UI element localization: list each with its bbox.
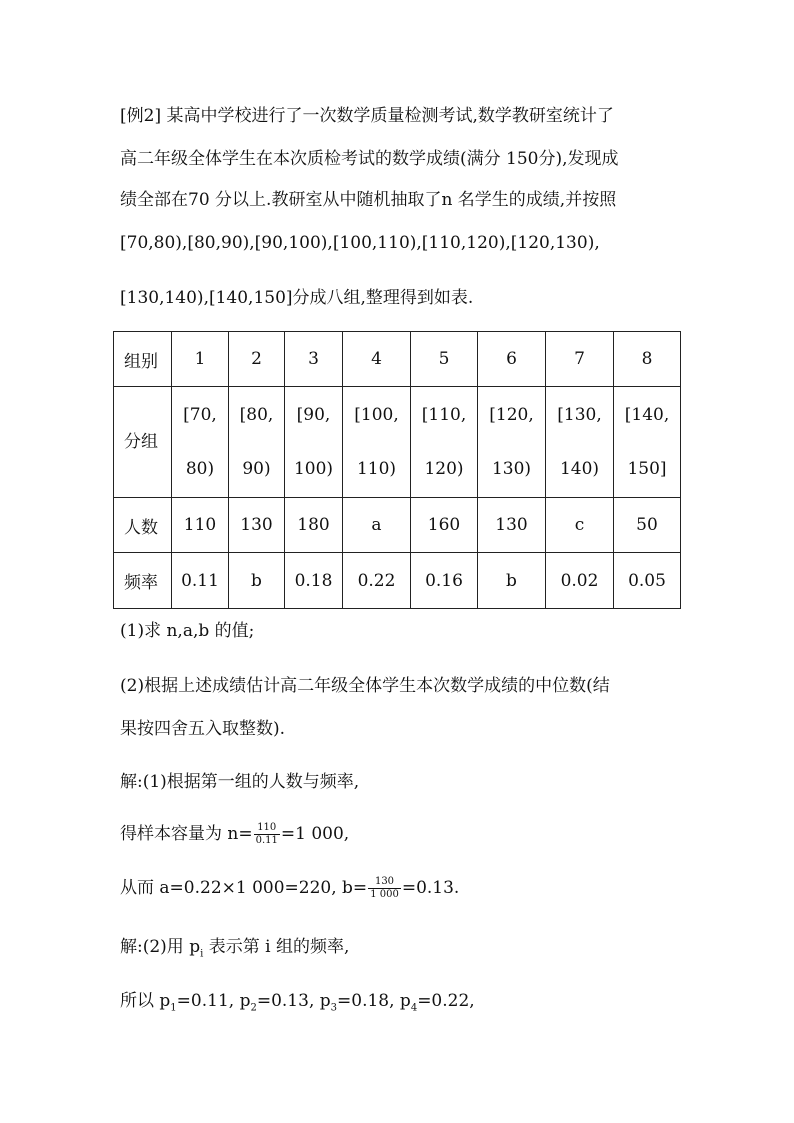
fraction (254, 822, 280, 847)
fraction (368, 876, 401, 901)
range-end: 110) (356, 459, 397, 479)
table-cell: 50 (614, 498, 681, 553)
subscript: i (200, 948, 204, 960)
question-2-line-2: 果按四舍五入取整数). (120, 719, 286, 739)
table-cell: 0.22 (343, 553, 411, 609)
range-end: 100) (293, 459, 334, 479)
problem-line-5: [130,140),[140,150]分成八组,整理得到如表. (120, 288, 474, 308)
table-cell: 4 (343, 332, 411, 387)
solution-text: =0.18, p (337, 991, 411, 1011)
solution-line-3 (120, 876, 459, 901)
solution-text: 从而 a=0.22×1 000=220, b= (120, 878, 368, 898)
range-start: [130, (557, 405, 602, 425)
table-cell: 180 (285, 498, 343, 553)
data-table (113, 331, 681, 609)
table-cell: 110 (172, 498, 229, 553)
table-cell: 频率 (114, 553, 172, 609)
fraction-numerator: 130 (374, 876, 395, 887)
question-1: (1)求 n,a,b 的值; (120, 621, 255, 641)
range-start: [120, (489, 405, 534, 425)
solution-text: 所以 p (120, 991, 171, 1011)
range-start: [70, (183, 405, 217, 425)
solution-text: =0.11, p (176, 991, 251, 1011)
table-row-count (114, 498, 681, 553)
range-start: [90, (296, 405, 331, 425)
table-cell: 5 (411, 332, 478, 387)
subscript: 2 (250, 1002, 257, 1014)
table-cell: 160 (411, 498, 478, 553)
subscript: 4 (410, 1002, 418, 1014)
problem-line-4: [70,80),[80,90),[90,100),[100,110),[110,120),[120,130), (120, 233, 600, 253)
table-cell (546, 387, 614, 498)
table-cell: 8 (614, 332, 681, 387)
range-end: 90) (242, 459, 271, 479)
solution-line-4 (120, 936, 349, 965)
table-cell (343, 387, 411, 498)
table-cell: 分组 (114, 387, 172, 498)
solution-text: 解:(2)用 p (120, 937, 201, 957)
range-end: 150] (627, 459, 667, 479)
table-row-group (114, 332, 681, 387)
table-cell: 组别 (114, 332, 172, 387)
table-cell: 0.18 (285, 553, 343, 609)
solution-line-5 (120, 990, 475, 1019)
range-start: [110, (421, 405, 467, 425)
table-cell (478, 387, 546, 498)
table-cell: 3 (285, 332, 343, 387)
table-cell: 130 (229, 498, 285, 553)
range-start: [140, (624, 405, 670, 425)
fraction-numerator: 110 (257, 822, 277, 833)
solution-text: =0.22, (417, 991, 475, 1011)
table-cell: 人数 (114, 498, 172, 553)
table-cell: 2 (229, 332, 285, 387)
fraction-denominator: 1 000 (370, 889, 399, 900)
range-start: [100, (354, 405, 399, 425)
range-end: 130) (491, 459, 532, 479)
solution-text: =0.13, p (256, 991, 331, 1011)
table-cell: 6 (478, 332, 546, 387)
solution-text: 得样本容量为 n= (120, 824, 253, 844)
table-cell (411, 387, 478, 498)
table-row-frequency (114, 553, 681, 609)
question-2-line-1: (2)根据上述成绩估计高二年级全体学生本次数学成绩的中位数(结 (120, 676, 610, 696)
problem-line-1: [例2] 某高中学校进行了一次数学质量检测考试,数学教研室统计了 (120, 106, 614, 126)
table-cell: 0.16 (411, 553, 478, 609)
solution-line-1: 解:(1)根据第一组的人数与频率, (120, 772, 360, 792)
problem-line-2: 高二年级全体学生在本次质检考试的数学成绩(满分 150分),发现成 (120, 149, 619, 169)
table-cell (614, 387, 681, 498)
table-row-range (114, 387, 681, 498)
range-end: 120) (424, 459, 464, 479)
solution-line-2 (120, 822, 349, 847)
table-cell: 7 (546, 332, 614, 387)
table-cell (172, 387, 229, 498)
table-cell: c (546, 498, 614, 553)
table-cell: 0.05 (614, 553, 681, 609)
problem-line-3: 绩全部在70 分以上.教研室从中随机抽取了n 名学生的成绩,并按照 (120, 190, 617, 210)
table-cell: 1 (172, 332, 229, 387)
subscript: 1 (170, 1002, 177, 1014)
table-cell: 0.02 (546, 553, 614, 609)
table-cell: 0.11 (172, 553, 229, 609)
table-cell (229, 387, 285, 498)
range-start: [80, (239, 405, 274, 425)
solution-text: 表示第 i 组的频率, (203, 937, 350, 957)
range-end: 80) (185, 459, 215, 479)
solution-text: =0.13. (401, 878, 460, 898)
range-end: 140) (559, 459, 600, 479)
table-cell: 130 (478, 498, 546, 553)
table-cell (285, 387, 343, 498)
table-cell: b (229, 553, 285, 609)
solution-text: =1 000, (280, 824, 350, 844)
subscript: 3 (330, 1002, 338, 1014)
fraction-denominator: 0.11 (255, 835, 278, 846)
table-cell: a (343, 498, 411, 553)
table-cell: b (478, 553, 546, 609)
